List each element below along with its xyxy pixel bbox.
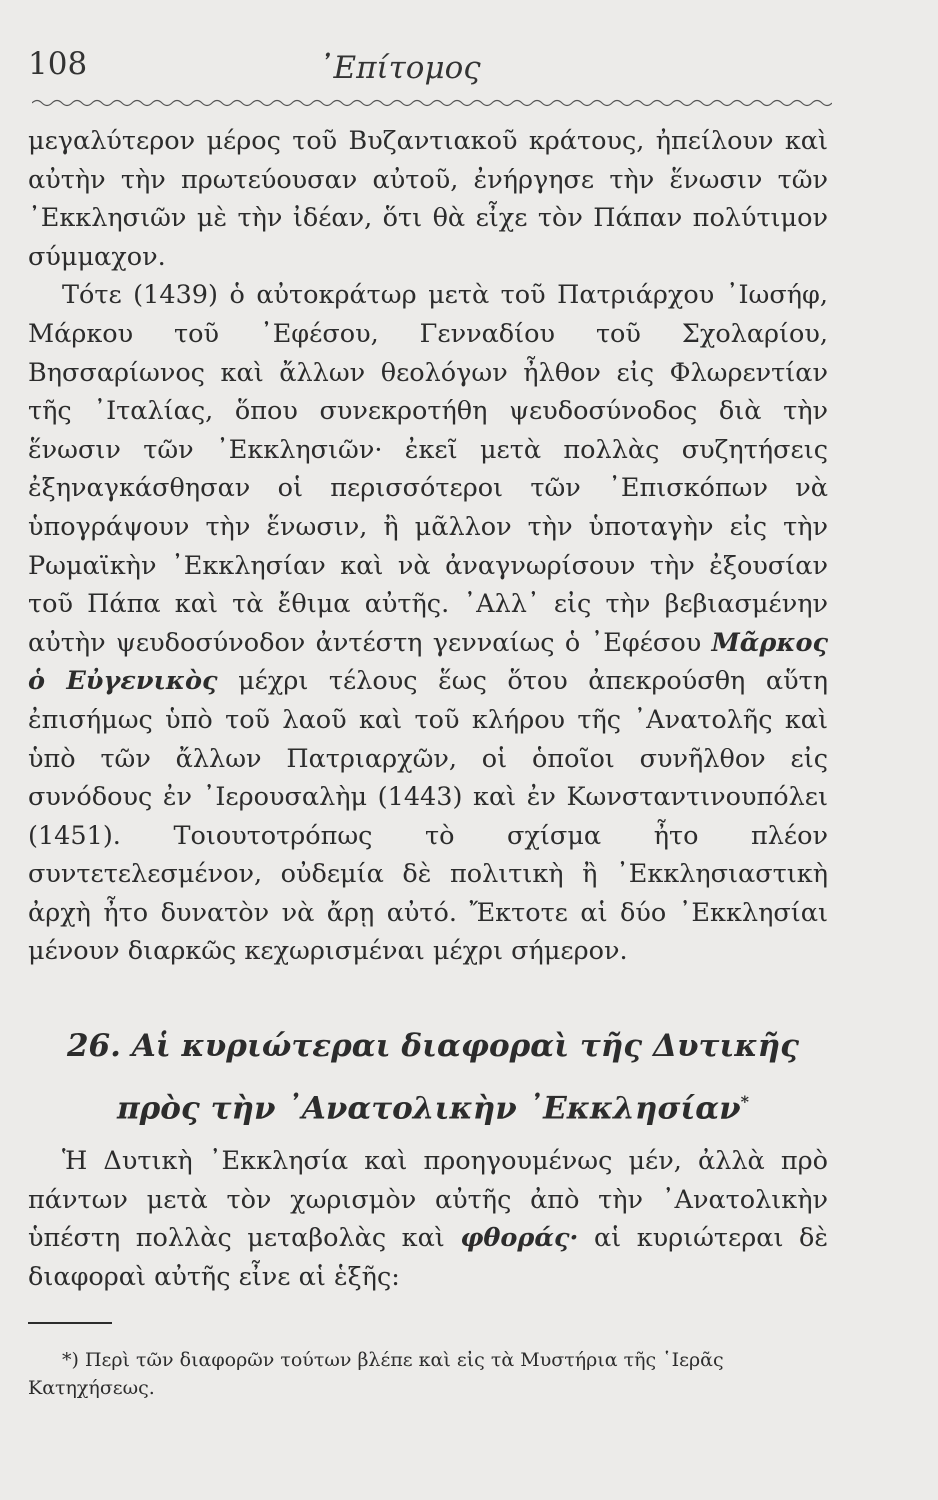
footnote-text: Περὶ τῶν διαφορῶν τούτων βλέπε καὶ εἰς τὰ Μυστήρια τῆς ῾Ιερᾶς Κατηχήσεως.: [28, 1349, 724, 1399]
footnote-reference: *: [740, 1092, 750, 1111]
main-text: [28, 122, 828, 971]
footnote: [28, 1346, 838, 1402]
section-text-emphasis: φθοράς·: [460, 1223, 579, 1254]
section-title-text-1: Αἱ κυριώτεραι διαφοραὶ τῆς Δυτικῆς: [131, 1028, 800, 1064]
footnote-divider: [28, 1322, 112, 1324]
running-title: ᾿Επίτομος: [318, 50, 481, 86]
section-title-text-2: πρὸς τὴν ᾿Ανατολικὴν ᾿Εκκλησίαν: [116, 1090, 741, 1127]
paragraph-tail: μέχρι τέλους ἕως ὅτου ἀπεκρούσθη αὕτη ἐπισήμως ὑπὸ τοῦ λαοῦ καὶ τοῦ κλήρου τῆς ᾿Ανατολῆς καὶ ὑπὸ τῶν ἄλλων Πατριαρχῶν, οἱ ὁποῖοι συνῆλθον εἰς συνόδους ἐν ᾿Ιερουσαλὴμ (1443) καὶ ἐν Κωνσταντινουπόλει (1451). Τοιουτοτρόπως τὸ σχίσμα ἦτο πλέον συντετελεσμένον, οὐδεμία δὲ πολιτικὴ ἢ ᾿Εκκλησιαστικὴ ἀρχὴ ἦτο δυνατὸν νὰ ἄρῃ αὐτό. Ἔκτοτε αἱ δύο ᾿Εκκλησίαι μένουν διαρκῶς κεχωρισμέναι μέχρι σήμερον.: [28, 666, 829, 967]
ornamental-wavy-rule: [32, 96, 832, 110]
paragraph-florence-council: [28, 276, 828, 971]
paragraph-continued: μεγαλύτερον μέρος τοῦ Βυζαντιακοῦ κράτους, ἠπείλουν καὶ αὐτὴν τὴν πρωτεύουσαν αὐτοῦ, ἐνήργησε τὴν ἕνωσιν τῶν ᾿Εκκλησιῶν μὲ τὴν ἰδέαν, ὅτι θὰ εἶχε τὸν Πάπαν πολύτιμον σύμμαχον.: [28, 126, 828, 272]
name-emphasis: Μᾶρκος ὁ Εὐγενικὸς: [28, 627, 828, 697]
section-number: 26.: [66, 1028, 121, 1064]
footnote-mark: *): [62, 1349, 79, 1371]
section-title-line-1: [28, 1018, 838, 1074]
section-text: [28, 1142, 828, 1296]
page-number: 108: [28, 46, 88, 82]
section-title-line-2: [28, 1074, 838, 1136]
footnote-paragraph: [28, 1346, 838, 1402]
section-paragraph: [28, 1142, 828, 1296]
section-text-after: αἱ κυριώτεραι δὲ διαφοραὶ αὐτῆς εἶνε αἱ ἑξῆς:: [28, 1223, 829, 1292]
paragraph-text: Τότε (1439) ὁ αὐτοκράτωρ μετὰ τοῦ Πατριάρχου ᾿Ιωσήφ, Μάρκου τοῦ ᾿Εφέσου, Γενναδίου τοῦ Σχολαρίου, Βησσαρίωνος καὶ ἄλλων θεολόγων ἦλθον εἰς Φλωρεντίαν τῆς ᾿Ιταλίας, ὅπου συνεκροτήθη ψευδοσύνοδος διὰ τὴν ἕνωσιν τῶν ᾿Εκκλησιῶν· ἐκεῖ μετὰ πολλὰς συζητήσεις ἐξηναγκάσθησαν οἱ περισσότεροι τῶν ᾿Επισκόπων νὰ ὑπογράψουν τὴν ἕνωσιν, ἢ μᾶλλον τὴν ὑποταγὴν εἰς τὴν Ρωμαϊκὴν ᾿Εκκλησίαν καὶ νὰ ἀναγνωρίσουν τὴν ἐξουσίαν τοῦ Πάπα καὶ τὰ ἔθιμα αὐτῆς. ᾿Αλλ᾿ εἰς τὴν βεβιασμένην αὐτὴν ψευδοσύνοδον ἀντέστη γενναίως ὁ ᾿Εφέσου: [28, 280, 828, 658]
section-text-before: Ἡ Δυτικὴ ᾿Εκκλησία καὶ προηγουμένως μέν, ἀλλὰ πρὸ πάντων μετὰ τὸν χωρισμὸν αὐτῆς ἀπὸ τὴν ᾿Ανατολικὴν ὑπέστη πολλὰς μεταβολὰς καὶ: [28, 1146, 828, 1254]
section-heading: [28, 1018, 838, 1136]
